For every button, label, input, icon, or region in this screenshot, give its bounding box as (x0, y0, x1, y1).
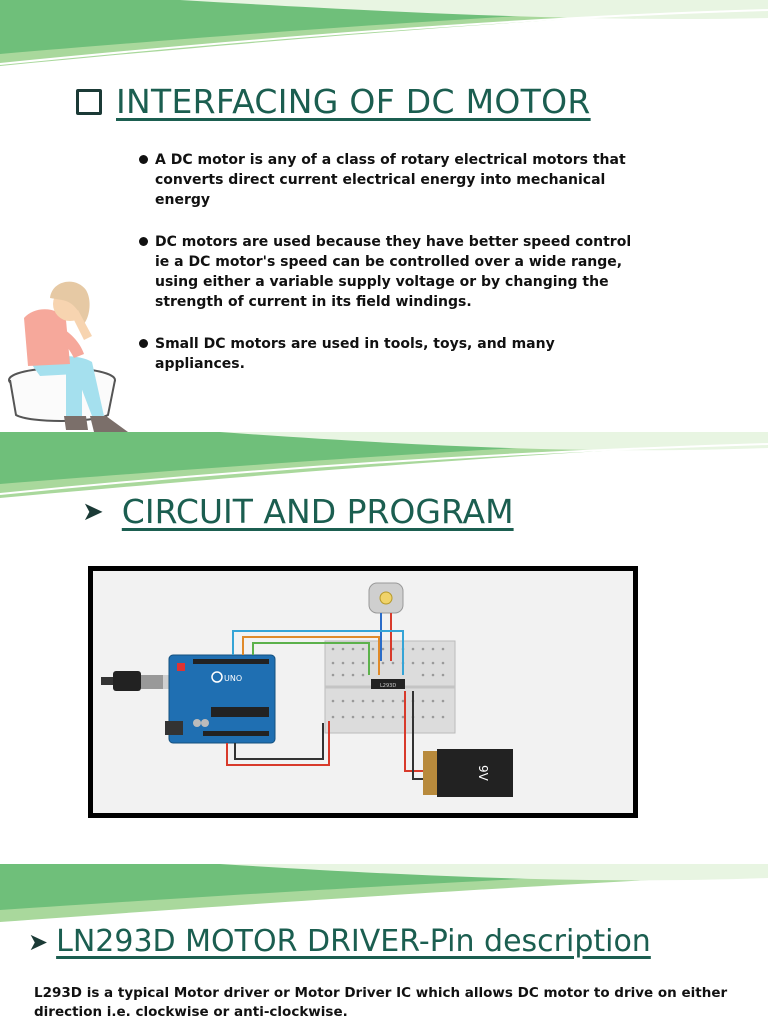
bullet-dot-icon (139, 339, 148, 348)
list-item: A DC motor is any of a class of rotary electrical motors that converts direct current electrical energy into mechanical energy (138, 150, 648, 210)
bullet-dot-icon (139, 155, 148, 164)
bullet-dot-icon (139, 237, 148, 246)
arduino-board (165, 655, 275, 743)
board-label: UNO (224, 674, 243, 683)
battery-9v (423, 749, 513, 797)
battery-label: 9V (476, 765, 490, 781)
circuit-diagram (88, 566, 638, 818)
thinking-person-illustration (0, 270, 140, 432)
bullet-list (138, 150, 648, 396)
section-title-circuit: ➤ CIRCUIT AND PROGRAM (82, 492, 514, 531)
circuit-drawing (93, 571, 633, 813)
list-item: Small DC motors are used in tools, toys, and many appliances. (138, 334, 648, 374)
checkbox-bullet-icon (76, 89, 102, 115)
chip-label: L293D (380, 683, 397, 689)
slide-interfacing (0, 0, 768, 432)
list-item: DC motors are used because they have better speed control ie a DC motor's speed can be controlled over a wide range, using either a variable supply voltage or by changing the strength of current in its field windings. (138, 232, 648, 312)
arrow-bullet-icon: ➤ (28, 927, 49, 956)
arrow-bullet-icon: ➤ (82, 496, 104, 527)
green-wave-header (0, 864, 768, 924)
page-title: INTERFACING OF DC MOTOR (76, 82, 591, 121)
description-paragraph: L293D is a typical Motor driver or Motor Driver IC which allows DC motor to drive on either direction i.e. clockwise or anti-clockwise. (34, 985, 728, 1020)
green-wave-header (0, 0, 768, 80)
section-title-pins: ➤ LN293D MOTOR DRIVER-Pin description (28, 924, 651, 959)
